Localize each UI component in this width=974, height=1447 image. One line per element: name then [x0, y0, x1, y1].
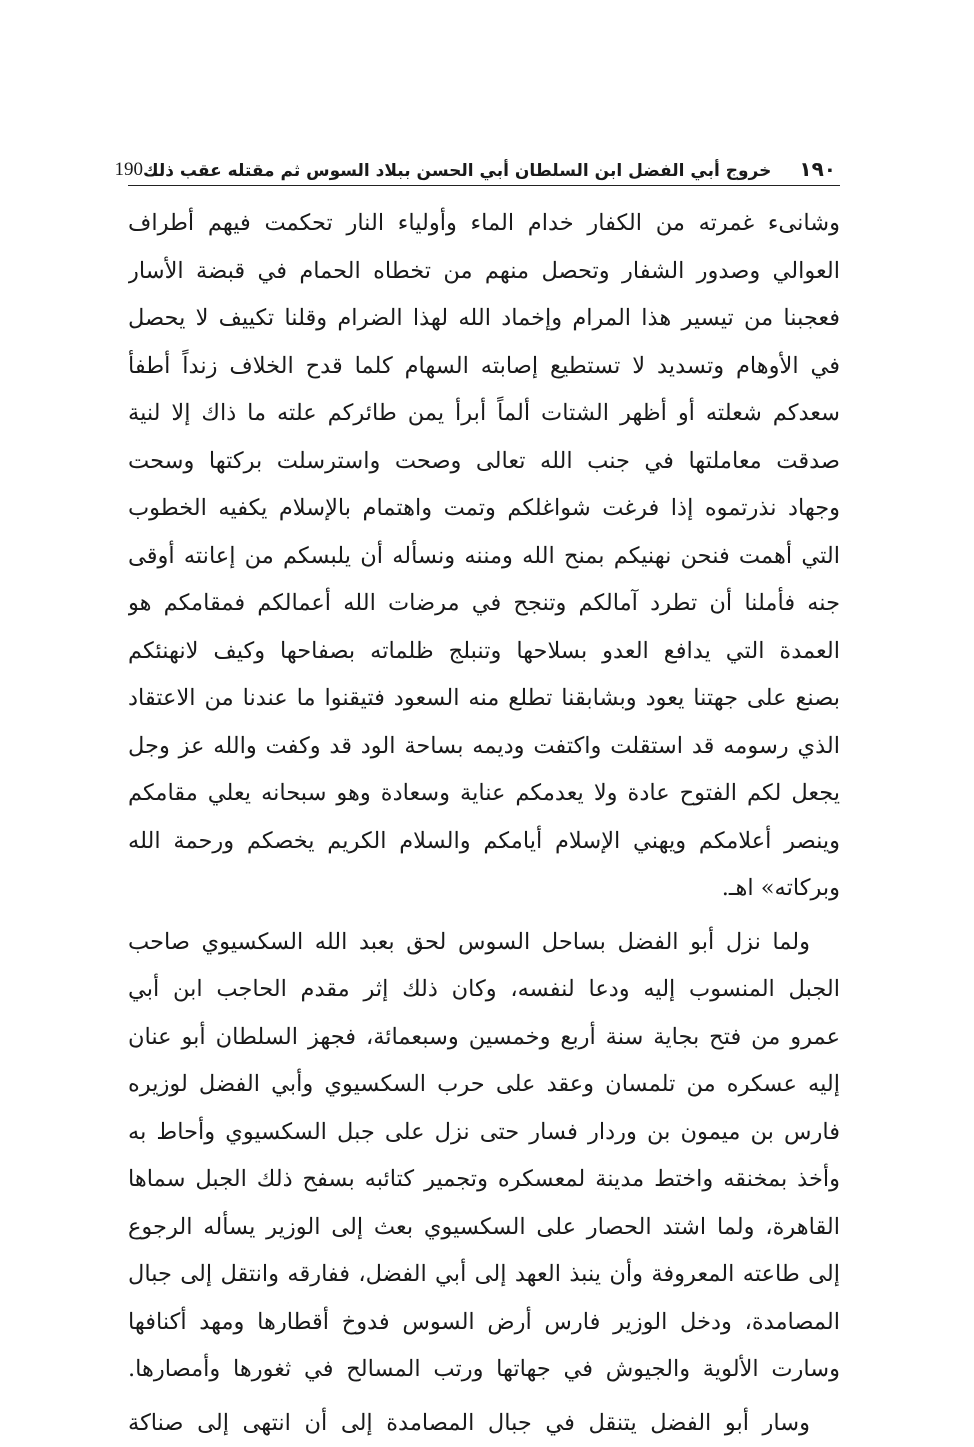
text-line: وجهاد نذرتموه إذا فرغت شواغلكم وتمت واهتمام بالإسلام يكفيه الخطوب: [128, 485, 840, 533]
text-line: وشانىء غمرته من الكفار خدام الماء وأولياء النار تحكمت فيهم أطراف: [128, 200, 840, 248]
text-line: الجبل المنسوب إليه ودعا لنفسه، وكان ذلك إثر مقدم الحاجب ابن أبي: [128, 966, 840, 1014]
running-title: خروج أبي الفضل ابن السلطان أبي الحسن ببلاد السوس ثم مقتله عقب ذلك: [143, 161, 799, 181]
text-line: المصامدة، ودخل الوزير فارس أرض السوس فدوخ أقطارها ومهد أكنافها: [128, 1299, 840, 1347]
text-line: فعجبنا من تيسير هذا المرام وإخماد الله لهذا الضرام وقلنا تكييف لا يحصل: [128, 295, 840, 343]
text-line: العوالي وصدور الشفار وتحصل منهم من تخطاه الحمام في قبضة الأسار: [128, 248, 840, 296]
text-line: صدقت معاملتها في جنب الله تعالى وصحت واسترسلت بركتها وسحت: [128, 438, 840, 486]
text-line: التي أهمت فنحن نهنيكم بمنح الله ومننه ونسأله أن يلبسكم من إعانته أوقى: [128, 533, 840, 581]
paragraph-3: [128, 1400, 840, 1447]
text-line: ولما نزل أبو الفضل بساحل السوس لحق بعبد الله السكسيوي صاحب: [128, 919, 840, 967]
text-line: العمدة التي يدافع العدو بسلاحها وتنبلج ظلماته بصفاحها وكيف لانهنئكم: [128, 628, 840, 676]
text-line: وسار أبو الفضل يتنقل في جبال المصامدة إلى أن انتهى إلى صناكة: [128, 1400, 840, 1447]
text-line: سعدكم شعلته أو أظهر الشتات ألماً أبرأ يمن طائركم علته ما ذاك إلا لنية: [128, 390, 840, 438]
paragraph-2: [128, 919, 840, 1394]
page-number-latin: 190: [109, 159, 144, 181]
text-line: وأخذ بمخنقه واختط مدينة لمعسكره وتجمير كتائبه بسفح ذلك الجبل سماها: [128, 1156, 840, 1204]
text-line: القاهرة، ولما اشتد الحصار على السكسيوي بعث إلى الوزير يسأله الرجوع: [128, 1204, 840, 1252]
text-line: وسارت الألوية والجيوش في جهاتها ورتب المسالح في ثغورها وأمصارها.: [128, 1346, 840, 1394]
text-line: إلى طاعته المعروفة وأن ينبذ العهد إلى أبي الفضل، ففارقه وانتقل إلى جبال: [128, 1251, 840, 1299]
text-line: الذي رسومه قد استقلت واكتفت وديمه بساحة الود قد وكفت والله عز وجل: [128, 723, 840, 771]
text-line: عمرو من فتح بجاية سنة أربع وخمسين وسبعمائة، فجهز السلطان أبو عنان: [128, 1014, 840, 1062]
text-line: في الأوهام وتسديد لا تستطيع إصابته السهام كلما قدح الخلاف زنداً أطفأ: [128, 343, 840, 391]
body-text: [128, 200, 840, 1447]
paragraph-1: [128, 200, 840, 913]
text-line: وينصر أعلامكم ويهني الإسلام أيامكم والسلام الكريم يخصكم ورحمة الله: [128, 818, 840, 866]
page-number-arabic: ١٩٠: [799, 157, 840, 181]
text-line: وبركاته» اهـ.: [128, 865, 840, 913]
text-line: جنه فأملنا أن تطرد آمالكم وتنجح في مرضات الله أعمالكم فمقامكم هو: [128, 580, 840, 628]
text-line: بصنع على جهتنا يعود وبشابقنا تطلع منه السعود فتيقنوا ما عندنا من الاعتقاد: [128, 675, 840, 723]
text-line: فارس بن ميمون بن وردار فسار حتى نزل على جبل السكسيوي وأحاط به: [128, 1109, 840, 1157]
text-line: إليه عسكره من تلمسان وعقد على حرب السكسيوي وأبي الفضل لوزيره: [128, 1061, 840, 1109]
page-header: [128, 150, 840, 186]
text-line: يجعل لكم الفتوح عادة ولا يعدمكم عناية وسعادة وهو سبحانه يعلي مقامكم: [128, 770, 840, 818]
